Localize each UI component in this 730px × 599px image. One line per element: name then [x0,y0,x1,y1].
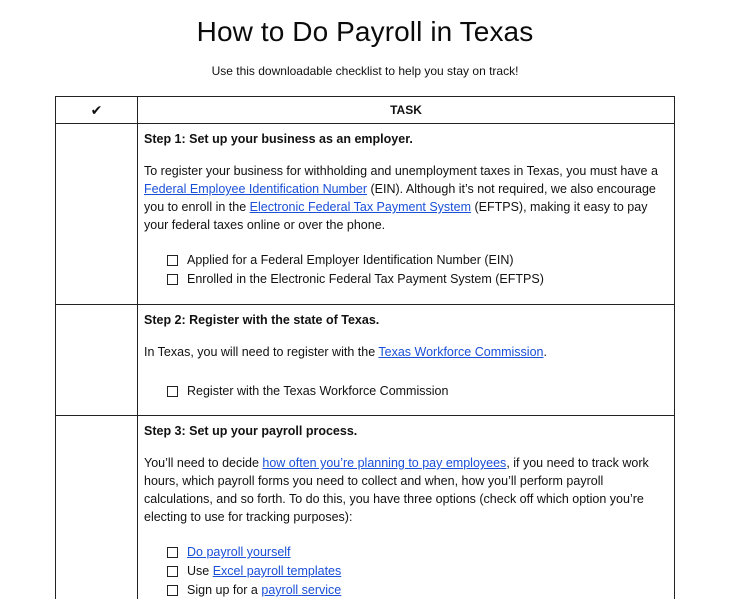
step3-task-cell [138,416,675,599]
step1-title: Step 1: Set up your business as an employer. [144,132,413,146]
list-item: Use Excel payroll templates [167,562,668,580]
step3-checkbox-list [144,543,668,599]
checkbox-label: Enrolled in the Electronic Federal Tax Payment System (EFTPS) [187,272,544,286]
step1-description: To register your business for withholding and unemployment taxes in Texas, you must have a Federal Employee Identification Number (EIN). Although it’s not required, we also encourage you to enroll in the Electronic Federal Tax Payment System (EFTPS), making it easy to pay your federal taxes online or over the phone. [144,164,658,232]
step3-check-cell[interactable] [56,416,138,599]
checkbox-ein[interactable] [167,255,178,266]
step2-checkbox-list [144,382,668,400]
table-header-row [56,97,675,124]
table-row-step1 [56,124,675,305]
excel-templates-link[interactable]: Excel payroll templates [212,564,342,578]
header-check-mark: ✔ [56,97,138,124]
step3-description: You’ll need to decide how often you’re planning to pay employees, if you need to track work hours, which payroll forms you need to collect and when, how you’ll perform payroll calculations, and so forth. To do this, you have three options (check off which option you’re electing to use for tracking purposes): [144,456,649,524]
list-item [167,382,668,400]
step2-title: Step 2: Register with the state of Texas. [144,313,380,327]
checkbox-label: Register with the Texas Workforce Commission [187,384,449,398]
step1-checkbox-list [144,251,668,288]
list-item [167,251,668,269]
diy-payroll-link[interactable]: Do payroll yourself [187,545,291,559]
step2-task-cell [138,305,675,416]
list-item [167,270,668,288]
checkbox-service[interactable] [167,585,178,596]
step1-check-cell[interactable] [56,124,138,305]
payroll-service-link[interactable]: payroll service [261,583,342,597]
step1-task-cell [138,124,675,305]
pay-frequency-link[interactable]: how often you’re planning to pay employees [262,456,507,470]
header-task: TASK [138,97,675,124]
step3-title: Step 3: Set up your payroll process. [144,424,358,438]
page-subtitle: Use this downloadable checklist to help you stay on track! [211,64,519,78]
checkbox-label: Applied for a Federal Employer Identification Number (EIN) [187,253,514,267]
list-item [167,543,668,561]
checkbox-twc[interactable] [167,386,178,397]
list-item: Sign up for a payroll service [167,581,668,599]
ein-link[interactable]: Federal Employee Identification Number [144,182,368,196]
step2-check-cell[interactable] [56,305,138,416]
page-title: How to Do Payroll in Texas [196,16,534,47]
checkbox-excel[interactable] [167,566,178,577]
checkbox-diy[interactable] [167,547,178,558]
step2-description: In Texas, you will need to register with the Texas Workforce Commission. [144,345,547,359]
eftps-link[interactable]: Electronic Federal Tax Payment System [249,200,472,214]
table-row-step2 [56,305,675,416]
checkbox-eftps[interactable] [167,274,178,285]
twc-link[interactable]: Texas Workforce Commission [378,345,544,359]
checklist-table [55,96,675,599]
table-row-step3 [56,416,675,599]
